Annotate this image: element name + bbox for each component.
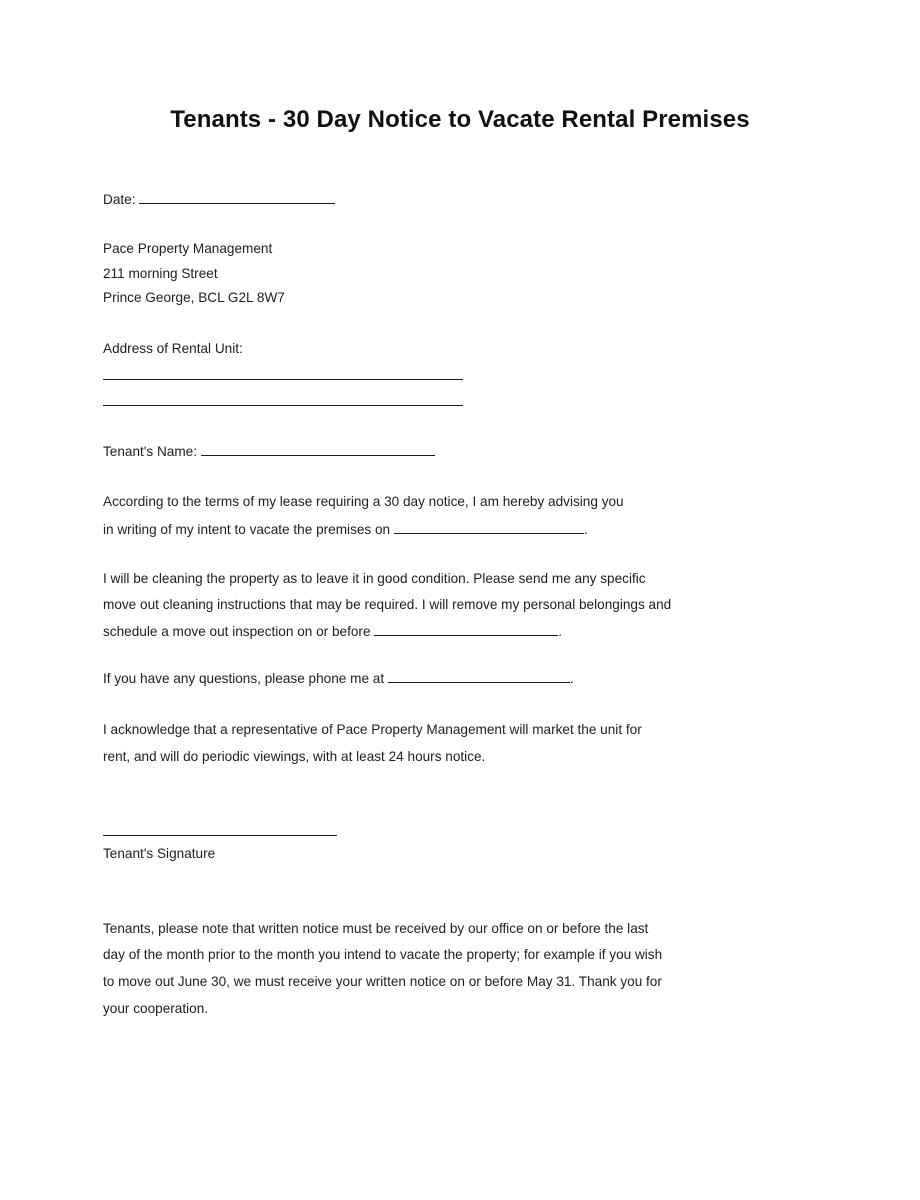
intent-text: in writing of my intent to vacate the premises on	[103, 522, 391, 537]
tenant-name-line	[103, 442, 435, 461]
cleaning-line-1: I will be cleaning the property as to leave it in good condition. Please send me any specific	[103, 571, 646, 586]
document-title: Tenants - 30 Day Notice to Vacate Rental Premises	[170, 106, 750, 133]
note-line-1: Tenants, please note that written notice must be received by our office on or before the last	[103, 921, 649, 936]
cleaning-line-3	[103, 622, 562, 641]
company-city: Prince George, BCL G2L 8W7	[103, 290, 285, 305]
vacate-date-blank[interactable]	[394, 520, 584, 534]
cleaning-line-2: move out cleaning instructions that may be required. I will remove my personal belongings and	[103, 597, 672, 612]
company-street: 211 morning Street	[103, 266, 218, 281]
questions-period: .	[569, 671, 574, 686]
company-name: Pace Property Management	[103, 241, 273, 256]
date-blank[interactable]	[139, 190, 335, 204]
intent-line-2	[103, 520, 588, 539]
address-label: Address of Rental Unit:	[103, 341, 243, 356]
tenant-name-label: Tenant's Name:	[103, 444, 198, 459]
address-line-2[interactable]	[103, 392, 463, 411]
note-line-3: to move out June 30, we must receive your written notice on or before May 31. Thank you for	[103, 974, 662, 989]
questions-text: If you have any questions, please phone me at	[103, 671, 385, 686]
questions-line	[103, 669, 574, 688]
phone-blank[interactable]	[388, 669, 570, 683]
signature-label: Tenant's Signature	[103, 846, 216, 861]
acknowledge-line-2: rent, and will do periodic viewings, with at least 24 hours notice.	[103, 749, 486, 764]
note-line-2: day of the month prior to the month you intend to vacate the property; for example if you wish	[103, 947, 663, 962]
inspection-date-blank[interactable]	[374, 622, 558, 636]
signature-line[interactable]	[103, 822, 337, 841]
date-label: Date:	[103, 192, 136, 207]
intent-period: .	[583, 522, 588, 537]
address-line-1[interactable]	[103, 366, 463, 385]
intent-line-1: According to the terms of my lease requiring a 30 day notice, I am hereby advising you	[103, 494, 624, 509]
date-line	[103, 190, 335, 209]
tenant-name-blank[interactable]	[201, 442, 435, 456]
cleaning-text: schedule a move out inspection on or before	[103, 624, 371, 639]
acknowledge-line-1: I acknowledge that a representative of Pace Property Management will market the unit for	[103, 722, 642, 737]
note-line-4: your cooperation.	[103, 1001, 209, 1016]
cleaning-period: .	[558, 624, 563, 639]
